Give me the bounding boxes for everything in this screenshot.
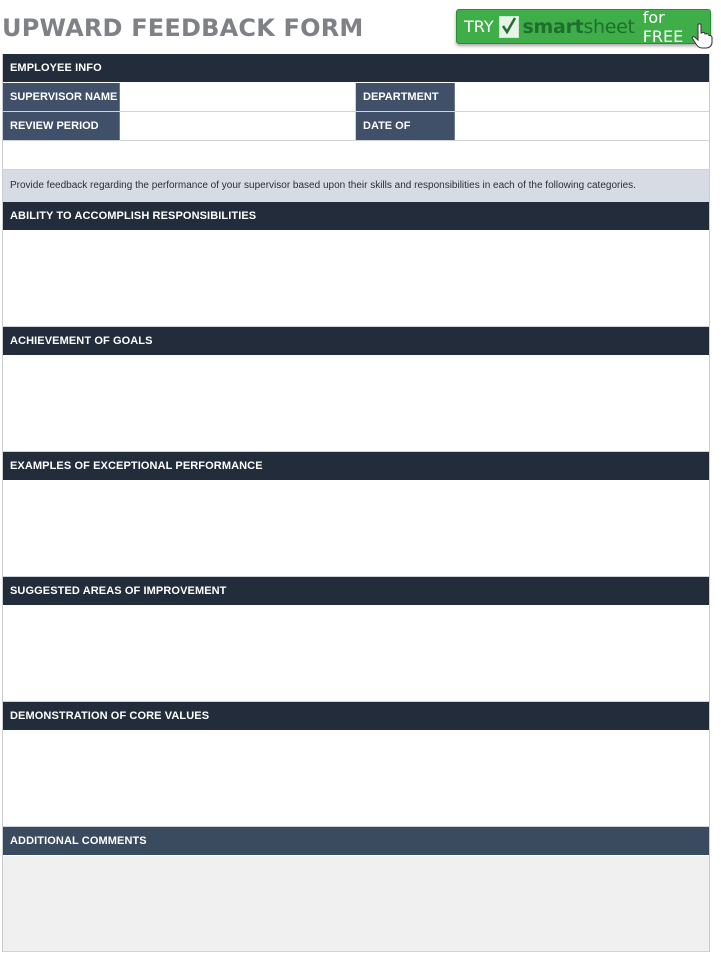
supervisor-name-field[interactable]	[120, 83, 356, 111]
date-of-review-label: DATE OF REVIEW	[356, 112, 455, 140]
improvement-field[interactable]	[3, 606, 709, 702]
supervisor-name-label: SUPERVISOR NAME	[3, 83, 120, 111]
section-header-core-values: DEMONSTRATION OF CORE VALUES	[3, 702, 709, 731]
responsibilities-field[interactable]	[3, 231, 709, 327]
section-header-comments: ADDITIONAL COMMENTS	[3, 827, 709, 856]
brand-light: sheet	[583, 15, 635, 38]
page-title: UPWARD FEEDBACK FORM	[2, 14, 364, 42]
review-period-label: REVIEW PERIOD	[3, 112, 120, 140]
feedback-form	[2, 54, 710, 952]
supervisor-row	[3, 83, 709, 112]
section-header-goals: ACHIEVEMENT OF GOALS	[3, 327, 709, 356]
instructions-text: Provide feedback regarding the performance of your supervisor based upon their skills and responsibilities in each of the following categories.	[3, 170, 709, 202]
section-header-improvement: SUGGESTED AREAS OF IMPROVEMENT	[3, 577, 709, 606]
employee-info-header: EMPLOYEE INFO	[3, 54, 709, 83]
goals-field[interactable]	[3, 356, 709, 452]
review-row	[3, 112, 709, 160]
promo-try-label: TRY	[464, 17, 494, 36]
try-smartsheet-button[interactable]	[456, 9, 711, 44]
exceptional-performance-field[interactable]	[3, 481, 709, 577]
smartsheet-logo-text	[523, 16, 635, 38]
department-label: DEPARTMENT	[356, 83, 455, 111]
spacer-row	[3, 141, 709, 170]
checkmark-icon	[499, 16, 519, 38]
additional-comments-field[interactable]	[3, 856, 709, 952]
brand-bold: smart	[522, 15, 584, 38]
promo-free-label: for FREE	[642, 7, 684, 46]
section-header-exceptional: EXAMPLES OF EXCEPTIONAL PERFORMANCE	[3, 452, 709, 481]
date-of-review-field[interactable]	[455, 112, 709, 140]
hand-cursor-icon	[691, 23, 713, 53]
section-header-responsibilities: ABILITY TO ACCOMPLISH RESPONSIBILITIES	[3, 202, 709, 231]
core-values-field[interactable]	[3, 731, 709, 827]
department-field[interactable]	[455, 83, 709, 111]
review-period-field[interactable]	[120, 112, 356, 140]
